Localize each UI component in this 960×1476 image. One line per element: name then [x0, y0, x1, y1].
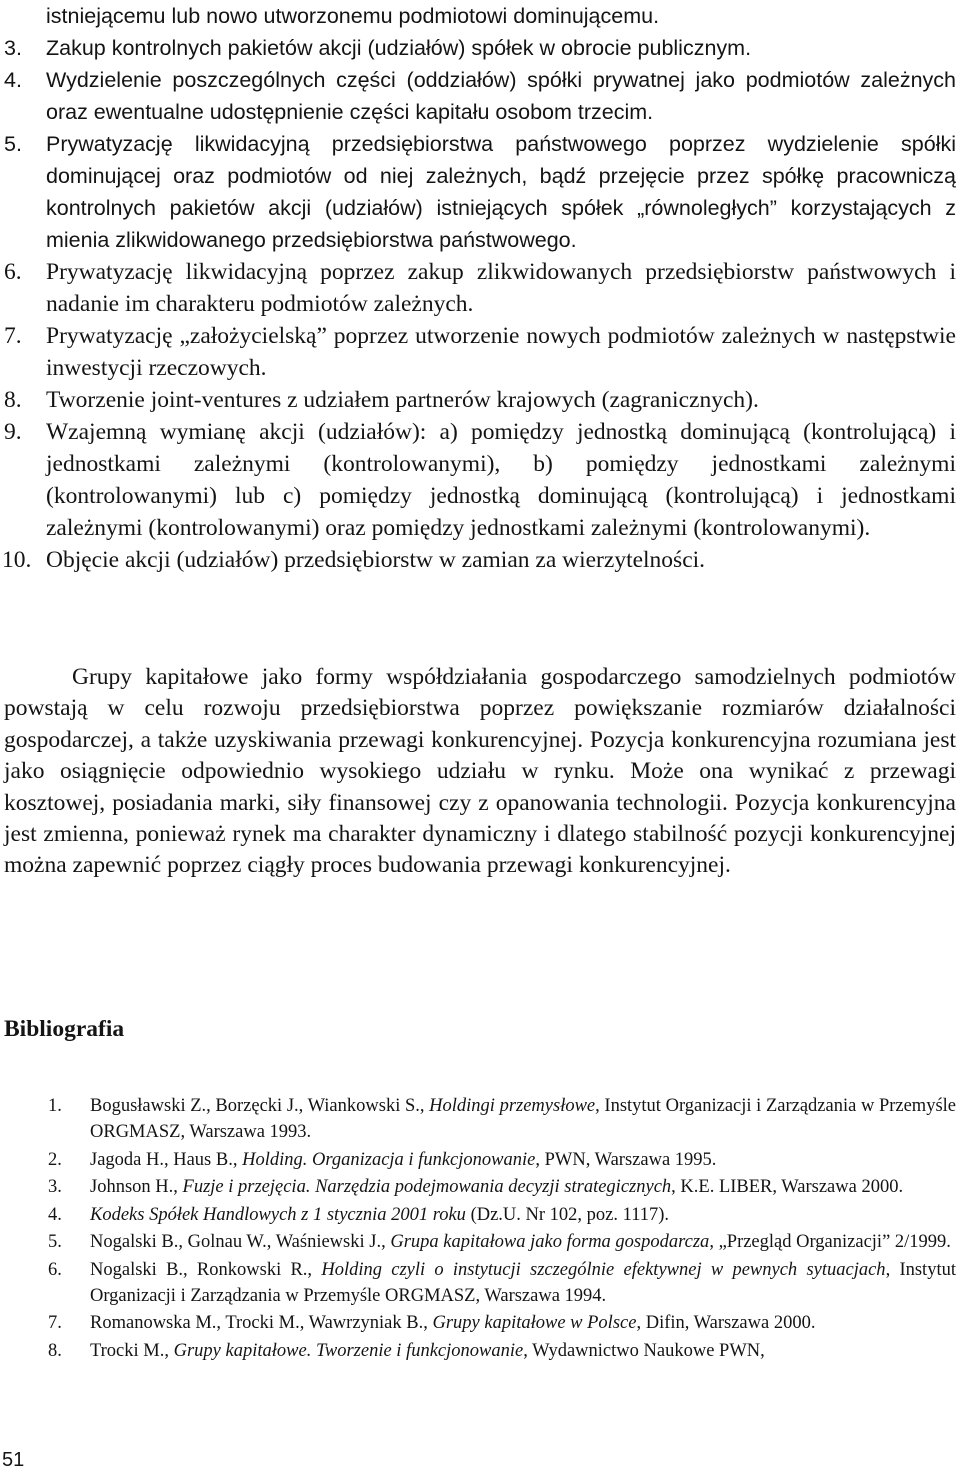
list-item [0, 32, 956, 64]
bibliography-entry [48, 1229, 956, 1255]
entry-publisher: , Instytut Organizacji i Zarządzania w Przemyśle ORGMASZ, Warszawa 1993. [90, 1096, 957, 1142]
list-item-number: 6. [4, 259, 22, 285]
entry-publisher: , Wydawnictwo Naukowe PWN, [523, 1340, 765, 1361]
bibliography-entry [48, 1147, 956, 1173]
list-item-number: 7. [4, 323, 22, 349]
bibliography-entry [48, 1174, 956, 1200]
list-item-text: Zakup kontrolnych pakietów akcji (udziałów) spółek w obrocie publicznym. [46, 36, 752, 60]
list-item [0, 416, 956, 544]
list-item-text: Prywatyzację likwidacyjną przedsiębiorstwa państwowego poprzez wydzielenie spółki dominującej oraz podmiotów od niej zależnych, bądź przejęcie przez spółkę pracowniczą kontrolnych pakietów akcji (udziałów) istniejących spółek „równoległych” korzystających z mienia zlikwidowanego przedsiębiorstwa państwowego. [46, 132, 956, 252]
bibliography-entry [48, 1093, 956, 1145]
entry-title: Kodeks Spółek Handlowych z 1 stycznia 2001 roku [90, 1204, 466, 1225]
entry-authors: Nogalski B., Golnau W., Waśniewski J., [90, 1232, 391, 1252]
list-item [0, 128, 956, 256]
numbered-list [0, 0, 956, 576]
list-item-number: 8. [4, 387, 22, 413]
list-item [0, 544, 956, 576]
list-item-number: 5. [4, 132, 22, 156]
list-item-number: 3. [4, 36, 22, 60]
entry-number: 8. [48, 1340, 62, 1361]
entry-authors: Johnson H., [90, 1177, 183, 1197]
list-item [0, 320, 956, 384]
bibliography-list [48, 1093, 956, 1365]
entry-title: Fuzje i przejęcia. Narzędzia podejmowania decyzji strategicznych [182, 1177, 672, 1197]
bibliography-heading: Bibliografia [4, 1016, 125, 1042]
entry-title: Holding czyli o instytucji szczególnie efektywnej w pewnych sytuacjach [321, 1259, 886, 1280]
page-number: 51 [2, 1449, 25, 1471]
list-item-text: Prywatyzację likwidacyjną poprzez zakup zlikwidowanych przedsiębiorstw państwowych i nadanie im charakteru podmiotów zależnych. [46, 259, 956, 317]
list-item-text: Wydzielenie poszczególnych części (oddziałów) spółki prywatnej jako podmiotów zależnych oraz ewentualne udostępnienie części kapitału osobom trzecim. [46, 68, 956, 124]
list-item-number: 4. [4, 68, 22, 92]
list-item [0, 384, 956, 416]
entry-publisher: , Instytut Organizacji i Zarządzania w Przemyśle ORGMASZ, Warszawa 1994. [90, 1259, 956, 1306]
entry-publisher: , Difin, Warszawa 2000. [636, 1313, 816, 1333]
bibliography-entry [48, 1257, 956, 1309]
entry-title: Holdingi przemysłowe [429, 1096, 596, 1116]
entry-number: 5. [48, 1232, 62, 1252]
list-item-number: 9. [4, 419, 22, 445]
bibliography-entry [48, 1202, 956, 1228]
entry-authors: Nogalski B., Ronkowski R., [90, 1259, 322, 1280]
entry-authors: Bogusławski Z., Borzęcki J., Wiankowski S., [90, 1096, 430, 1116]
entry-publisher: , K.E. LIBER, Warszawa 2000. [671, 1177, 904, 1197]
entry-authors: Jagoda H., Haus B., [90, 1149, 243, 1170]
entry-publisher: , „Przegląd Organizacji” 2/1999. [709, 1232, 951, 1252]
list-item [0, 64, 956, 128]
entry-authors: Romanowska M., Trocki M., Wawrzyniak B., [90, 1313, 433, 1333]
list-item-text: Prywatyzację „założycielską” poprzez utworzenie nowych podmiotów zależnych w następstwie inwestycji rzeczowych. [46, 323, 956, 381]
entry-title: Grupy kapitałowe w Polsce [432, 1313, 637, 1333]
entry-number: 2. [48, 1149, 62, 1170]
entry-number: 4. [48, 1204, 62, 1225]
entry-number: 1. [48, 1096, 62, 1116]
entry-title: Grupa kapitałowa jako forma gospodarcza [390, 1232, 710, 1252]
list-item [0, 256, 956, 320]
entry-authors: Trocki M., [90, 1340, 174, 1361]
entry-number: 6. [48, 1259, 62, 1280]
body-paragraph: Grupy kapitałowe jako formy współdziałania gospodarczego samodzielnych podmiotów powstają w celu rozwoju przedsiębiorstwa poprzez powiększanie rozmiarów działalności gospodarczej, a także uzyskiwania przewagi konkurencyjnej. Pozycja konkurencyjna rozumiana jest jako osiągnięcie odpowiednio wysokiego udziału w rynku. Może ona wynikać z przewagi kosztowej, posiadania marki, siły finansowej czy z opanowania technologii. Pozycja konkurencyjna jest zmienna, ponieważ rynek ma charakter dynamiczny i dlatego stabilność pozycji konkurencyjnej można zapewnić poprzez ciągły proces budowania przewagi konkurencyjnej. [4, 664, 956, 879]
list-item-text: Tworzenie joint-ventures z udziałem partnerów krajowych (zagranicznych). [46, 387, 759, 413]
entry-number: 3. [48, 1177, 62, 1197]
list-item-text: Objęcie akcji (udziałów) przedsiębiorstw w zamian za wierzytelności. [46, 547, 706, 573]
bibliography-entry [48, 1338, 956, 1364]
list-continuation: istniejącemu lub nowo utworzonemu podmiotowi dominującemu. [46, 4, 660, 28]
entry-publisher: , PWN, Warszawa 1995. [535, 1149, 717, 1170]
entry-title: Holding. Organizacja i funkcjonowanie [242, 1149, 536, 1170]
list-item-number: 10. [2, 547, 32, 573]
entry-number: 7. [48, 1313, 62, 1333]
entry-publisher: (Dz.U. Nr 102, poz. 1117). [465, 1204, 670, 1225]
list-item-text: Wzajemną wymianę akcji (udziałów): a) pomiędzy jednostką dominującą (kontrolującą) i jednostkami zależnymi (kontrolowanymi), b) pomiędzy jednostkami zależnymi (kontrolowanymi) lub c) pomiędzy jednostką dominującą (kontrolującą) i jednostkami zależnymi (kontrolowanymi) oraz pomiędzy jednostkami zależnymi (kontrolowanymi). [46, 419, 956, 541]
entry-title: Grupy kapitałowe. Tworzenie i funkcjonowanie [173, 1340, 524, 1361]
bibliography-entry [48, 1310, 956, 1336]
